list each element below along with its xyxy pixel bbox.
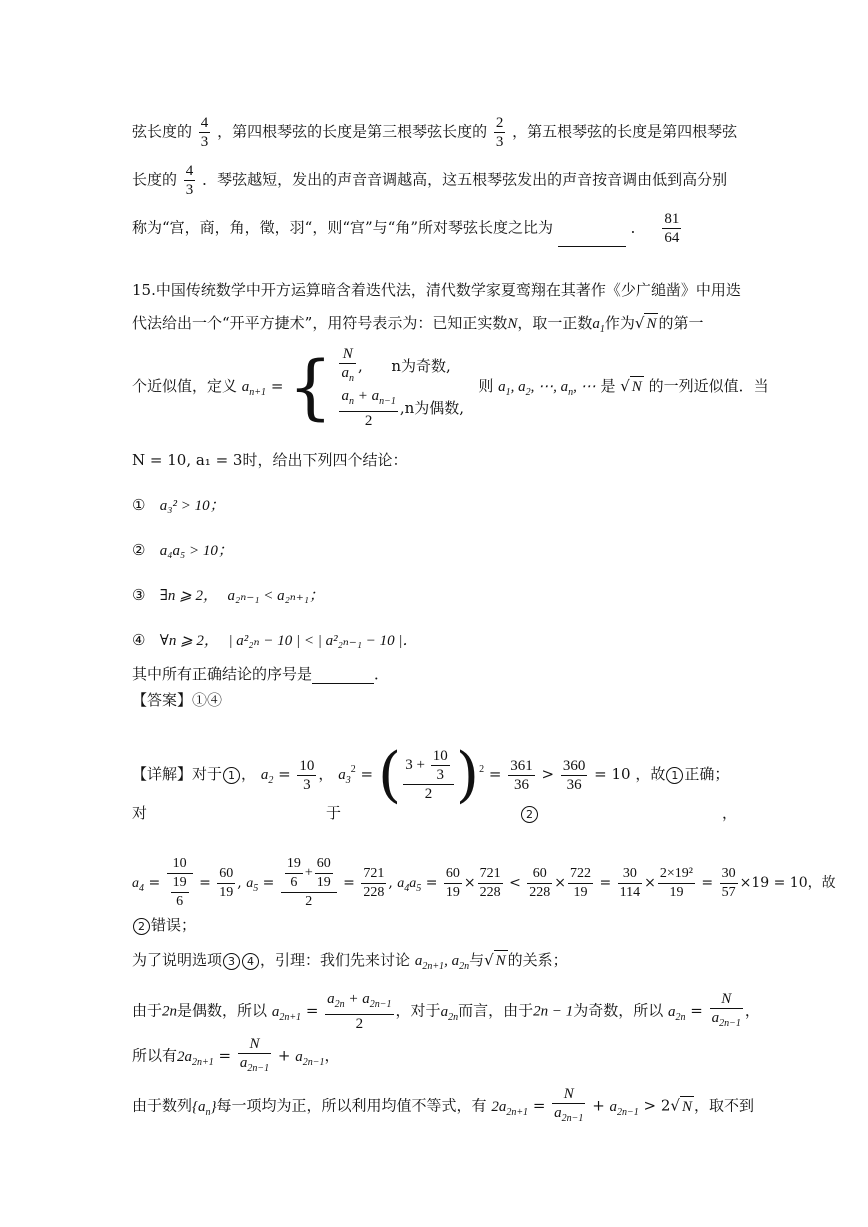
answer-line: 【答案】①④ (132, 691, 223, 709)
text: 作为 (604, 314, 635, 332)
fraction-4-3: $\frac{4}{3}$ (185, 163, 194, 198)
text: ，第四根琴弦的长度是第三根琴弦长度的 (217, 122, 488, 141)
question-prompt: 其中所有正确结论的序号是 ． (132, 665, 390, 683)
text: 弦长度的 (132, 122, 193, 141)
definition-line: 个近似值，定义 $a_{n+1}$ = { $\frac{N}{a_n}$ , n为奇数, $\frac{a_n + a_{n-1}}{2}$ ,n为偶数, 则 $a_1$, $a_2$, ⋯, $a_n$, ⋯ 是 √ N 的一列近似值．当 (132, 345, 769, 429)
solution-line-3: $a_4$ = $\frac{10}{\frac{19}{6}}$ = $\frac{60}{19}$ , $a_5$ = $\frac{19}{6}$ + $\frac{60}{19}$ 2 = $\frac{721}{228}$ , $a_4a_5$ = $\frac{60}{19}$ × $\frac{721}{228}$ < $\frac{60}{228}$ × $\frac{722}{19}$ = $\frac{30}{114}$ × $\frac{\text{2×19²}}{19}$ = $\frac{30}{57}$ ×19 = 10，故 (132, 856, 836, 909)
text-line: 代法给出一个“开平方捷术”，用符号表示为：已知正实数N，取一正数$a_1$作为√ N 的第一 (132, 314, 704, 335)
circled-2: 2 (520, 803, 539, 823)
solution-line-8: 由于数列$\{a_n\}$每一项均为正，所以利用均值不等式，有 $2a_{2n+1}$ = $\frac{N}{a_{2n-1}}$ + $a_{2n-1} > 2√$ N ，取不到 (132, 1086, 755, 1124)
conclusion-2: ② a₄a₅ > 10； (132, 541, 233, 559)
text: 的第一 (658, 314, 704, 332)
text-line (132, 162, 727, 199)
solution-line-7: 所以有$2a_{2n+1}$ = $\frac{N}{a_{2n-1}}$ + $a_{2n-1}$， (132, 1036, 340, 1074)
text: 于 (326, 804, 342, 822)
text: 则 (478, 377, 494, 395)
text: 称为“宫，商，角，徵，羽“，则“宫”与“角”所对琴弦长度之比为 (132, 218, 554, 237)
text: 代法给出一个“开平方捷术”，用符号表示为：已知正实数 (132, 314, 508, 332)
piecewise-definition: $\frac{N}{a_n}$ , n为奇数, $\frac{a_n + a_{n-1}}{2}$ ,n为偶数, (341, 345, 465, 429)
text: ，取一正数 (517, 314, 593, 332)
text: ．琴弦越短，发出的声音音调越高，这五根琴弦发出的声音按音调由低到高分别 (202, 170, 728, 189)
text-line (132, 114, 737, 151)
text: ，第五根琴弦的长度是第四根琴弦 (512, 122, 738, 141)
text: 个近似值，定义 (132, 377, 238, 395)
text-line (132, 210, 683, 247)
conclusion-1: ① a₃² > 10； (132, 496, 225, 514)
text: 的一列近似值．当 (648, 377, 769, 395)
text: 长度的 (132, 170, 178, 189)
conclusion-3: ③ ∃n ⩾ 2， a₂ₙ₋₁ < a₂ₙ₊₁； (132, 586, 325, 604)
condition-line: N = 10, a₁ = 3时，给出下列四个结论： (132, 451, 408, 469)
text: 是 (600, 377, 616, 395)
answer-fraction: $\frac{81}{64}$ (664, 211, 680, 246)
conclusion-4: ④ ∀n ⩾ 2， | a²₂ₙ − 10 | < | a²₂ₙ₋₁ − 10 |． (132, 631, 418, 649)
fraction-2-3: $\frac{2}{3}$ (495, 115, 504, 150)
text: ． (630, 218, 646, 237)
question-15-line: 15.中国传统数学中开方运算暗含着迭代法，清代数学家夏鸾翔在其著作《少广缒凿》中用迭 (132, 281, 741, 299)
fraction-4-3: $\frac{4}{3}$ (200, 115, 209, 150)
solution-line-5: 为了说明选项 3 4 ，引理：我们先来讨论 $a_{2n+1}$, $a_{2n}$与√ N 的关系； (132, 951, 568, 972)
answer-blank (558, 232, 626, 247)
text: ， (722, 804, 738, 822)
solution-line-1: 【详解】对于 1 ， $a_2$ = $\frac{10}{3}$ ， $a_3^2$ = ( 3 + $\frac{10}{3}$ 2 )$^2$ = $\frac{361}{36}$ > $\frac{360}{36}$ = 10 ，故 1 正确； (132, 740, 730, 810)
text: 对 (132, 804, 148, 822)
solution-line-6: 由于2n是偶数，所以 $a_{2n+1}$ = $\frac{a_{2n} + a_{2n-1}}{2}$ ，对于$a_{2n}$而言，由于2n − 1为奇数，所以 $a_{2n}$ = $\frac{N}{a_{2n-1}}$ ， (132, 991, 760, 1032)
solution-line-4: 2 错误； (132, 915, 196, 935)
